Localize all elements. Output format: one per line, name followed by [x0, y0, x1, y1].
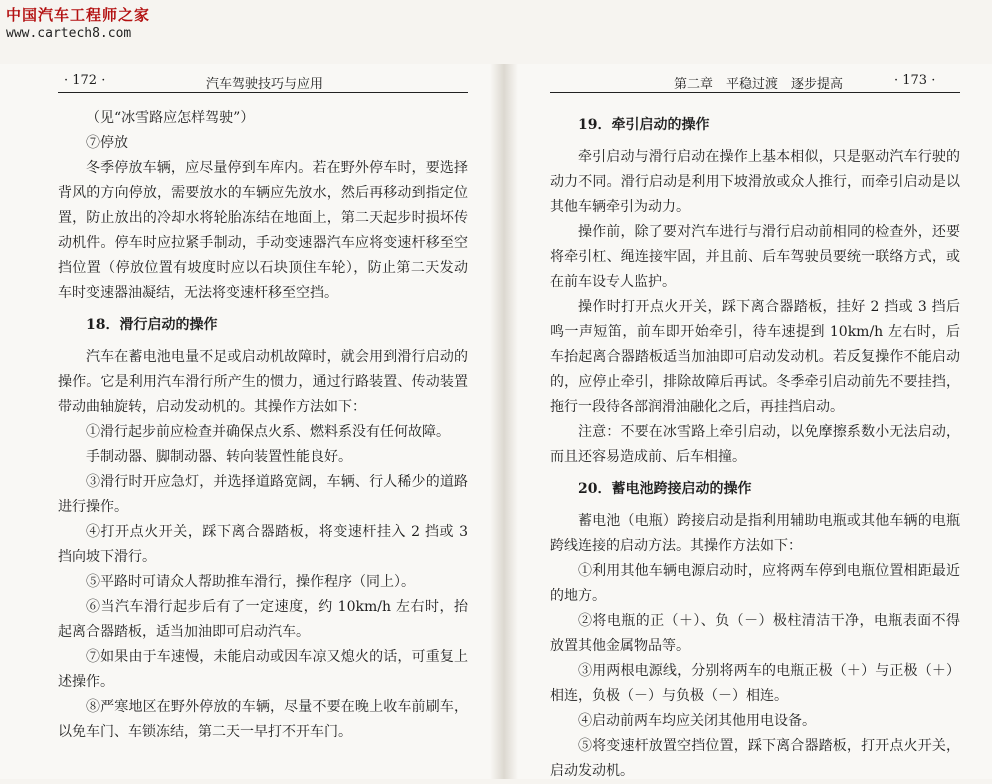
paragraph: ⑦停放	[86, 135, 128, 151]
paragraph: 手制动器、脚制动器、转向装置性能良好。	[86, 449, 352, 465]
site-url: www.cartech8.com	[6, 26, 132, 41]
page-number: · 173 ·	[894, 73, 936, 88]
page-number: · 172 ·	[64, 73, 106, 88]
paragraph: ①滑行起步前应检查并确保点火系、燃料系没有任何故障。	[86, 424, 450, 440]
paragraph: ⑤平路时可请众人帮助推车滑行，操作程序（同上）。	[86, 574, 415, 590]
paragraph: ②将电瓶的正（＋）、负（－）极柱清洁干净，电瓶表面不得放置其他金属物品等。	[550, 613, 960, 654]
paragraph: 牵引启动与滑行启动在操作上基本相似，只是驱动汽车行驶的动力不同。滑行启动是利用下坡滑放或众人推行，而牵引启动是以其他车辆牵引为动力。	[550, 149, 960, 215]
book-title: 汽车驾驶技巧与应用	[206, 77, 324, 92]
left-page-body	[58, 106, 468, 745]
section-heading: 19．牵引启动的操作	[578, 117, 710, 133]
paragraph: 汽车在蓄电池电量不足或启动机故障时，就会用到滑行启动的操作。它是利用汽车滑行所产生的惯力，通过行路装置、传动装置带动曲轴旋转，启动发动机的。其操作方法如下：	[58, 349, 468, 415]
paragraph: ③滑行时开应急灯，并选择道路宽阔，车辆、行人稀少的道路进行操作。	[58, 474, 468, 515]
right-page	[518, 64, 992, 779]
paragraph: 操作时打开点火开关，踩下离合器踏板，挂好 2 挡或 3 挡后鸣一声短笛，前车即开始牵引，待车速提到 10km/h 左右时，后车抬起离合器踏板适当加油即可启动发动机。若反复操作不能启动的，应停止牵引，排除故障后再试。冬季牵引启动前先不要挂挡，拖行一段待各部润滑油融化之后，再挂挡启动。	[550, 299, 960, 415]
paragraph: 操作前，除了要对汽车进行与滑行启动前相同的检查外，还要将牵引杠、绳连接牢固，并且前、后车驾驶员要统一联络方式，或在前车设专人监护。	[550, 224, 960, 290]
paragraph: ⑥当汽车滑行起步后有了一定速度，约 10km/h 左右时，抬起离合器踏板，适当加油即可启动汽车。	[58, 599, 468, 640]
paragraph: （见“冰雪路应怎样驾驶”）	[86, 110, 255, 126]
book-gutter	[490, 64, 518, 779]
site-name: 中国汽车工程师之家	[6, 6, 151, 24]
paragraph: ④启动前两车均应关闭其他用电设备。	[578, 713, 816, 729]
paragraph: ⑤将变速杆放置空挡位置，踩下离合器踏板，打开点火开关，启动发动机。	[550, 738, 960, 779]
right-page-body	[550, 106, 960, 784]
paragraph: 注意：不要在冰雪路上牵引启动，以免摩擦系数小无法启动，而且还容易造成前、后车相撞。	[550, 424, 960, 465]
paragraph: ①利用其他车辆电源启动时，应将两车停到电瓶位置相距最近的地方。	[550, 563, 960, 604]
section-heading: 18．滑行启动的操作	[86, 317, 218, 333]
site-watermark	[6, 6, 150, 42]
paragraph: ④打开点火开关，踩下离合器踏板，将变速杆挂入 2 挡或 3 挡向坡下滑行。	[58, 524, 468, 565]
section-heading: 20．蓄电池跨接启动的操作	[578, 481, 752, 497]
paragraph: 冬季停放车辆，应尽量停到车库内。若在野外停车时，要选择背风的方向停放，需要放水的车辆应先放水，然后再移动到指定位置，防止放出的冷却水将轮胎冻结在地面上，第二天起步时损坏传动机件。停车时应拉紧手制动，手动变速器汽车应将变速杆移至空挡位置（停放位置有坡度时应以石块顶住车轮），防止第二天发动车时变速器油凝结，无法将变速杆移至空挡。	[58, 160, 468, 301]
paragraph: ③用两根电源线，分别将两车的电瓶正极（＋）与正极（＋）相连，负极（－）与负极（－）相连。	[550, 663, 960, 704]
chapter-title: 第二章 平稳过渡 逐步提高	[674, 77, 844, 92]
left-page	[0, 64, 490, 779]
paragraph: 蓄电池（电瓶）跨接启动是指利用辅助电瓶或其他车辆的电瓶跨线连接的启动方法。其操作方法如下：	[550, 513, 960, 554]
paragraph: ⑦如果由于车速慢，未能启动或因车凉又熄火的话，可重复上述操作。	[58, 649, 468, 690]
paragraph: ⑧严寒地区在野外停放的车辆，尽量不要在晚上收车前刷车，以免车门、车锁冻结，第二天一早打不开车门。	[58, 699, 468, 740]
left-page-header	[58, 70, 468, 93]
right-page-header	[550, 70, 960, 93]
